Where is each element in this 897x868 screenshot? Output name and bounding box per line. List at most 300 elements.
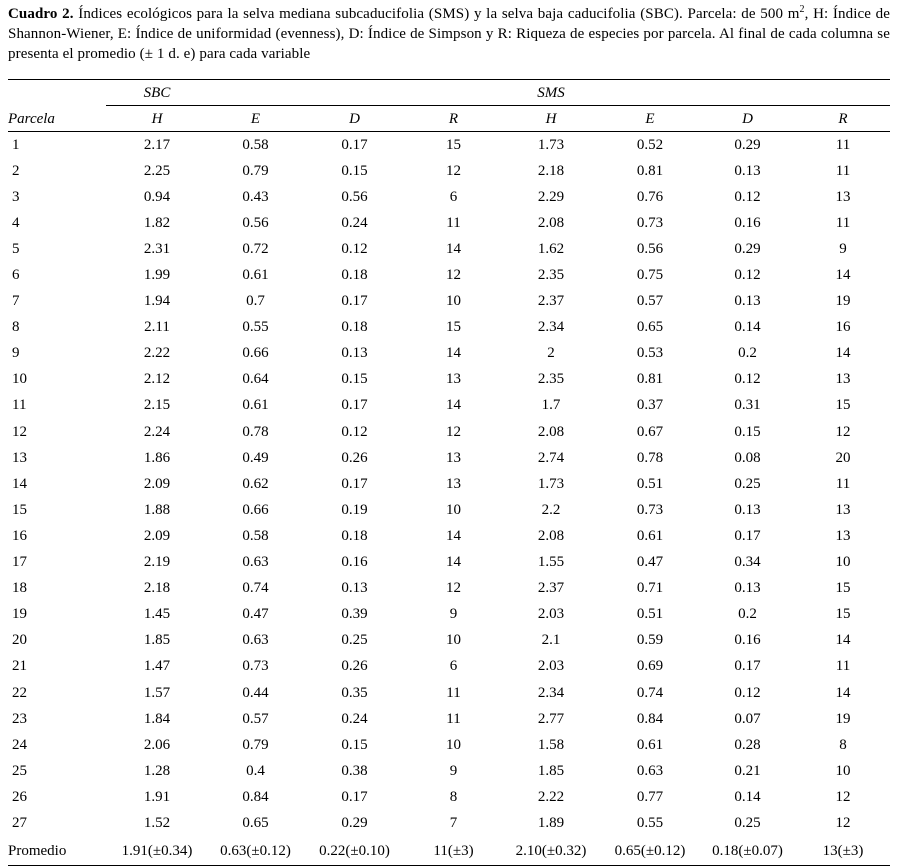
table-row [8, 497, 890, 523]
value-cell: 0.12 [734, 267, 761, 284]
value-cell: 0.19 [341, 501, 368, 518]
value-cell: 0.73 [636, 214, 664, 231]
group-header-row [8, 80, 890, 106]
value-cell: 2.37 [537, 293, 565, 310]
value-cell: 11 [446, 710, 461, 727]
value-cell: 2.17 [143, 136, 171, 153]
value-cell: 0.16 [734, 214, 761, 231]
average-cell: 0.63(±0.12) [220, 843, 291, 860]
table-row [8, 341, 890, 367]
value-cell: 0.53 [636, 345, 664, 362]
value-cell: 2.11 [144, 319, 170, 336]
value-cell: 2.35 [537, 371, 565, 388]
value-cell: 14 [446, 345, 461, 362]
column-header: D [349, 110, 360, 127]
value-cell: 0.76 [636, 188, 664, 205]
value-cell: 0.18 [341, 267, 368, 284]
table-row [8, 784, 890, 810]
value-cell: 0.14 [734, 788, 761, 805]
value-cell: 0.78 [636, 449, 664, 466]
value-cell: 0.44 [242, 684, 269, 701]
value-cell: 12 [446, 580, 461, 597]
value-cell: 12 [446, 162, 461, 179]
value-cell: 0.17 [341, 475, 368, 492]
value-cell: 0.65 [636, 319, 664, 336]
value-cell: 0.75 [636, 267, 664, 284]
value-cell: 1.73 [537, 475, 565, 492]
value-cell: 0.47 [636, 554, 664, 571]
value-cell: 0.81 [636, 371, 664, 388]
column-header: R [448, 110, 459, 127]
value-cell: 16 [835, 319, 851, 336]
value-cell: 2.15 [143, 397, 171, 414]
parcela-cell: 2 [12, 162, 20, 179]
table-row [8, 680, 890, 706]
parcela-cell: 15 [12, 501, 27, 518]
caption-text-continued: , H: Índice de Shannon-Wiener, E: Índice de uniformidad (evenness), D: Índice de Simpson y R: Riqueza de especies por parcela. Al final de cada columna se presenta el promedio (± 1 d. e) para cada variable [8, 6, 890, 62]
value-cell: 0.08 [734, 449, 761, 466]
value-cell: 9 [449, 606, 458, 623]
parcela-cell: 7 [12, 293, 20, 310]
value-cell: 0.57 [242, 710, 269, 727]
column-header: R [838, 110, 848, 127]
value-cell: 2.31 [143, 240, 171, 257]
average-cell: 2.10(±0.32) [515, 843, 587, 860]
value-cell: 1.62 [537, 240, 565, 257]
table-row [8, 262, 890, 288]
value-cell: 13 [835, 188, 851, 205]
parcela-cell: 23 [12, 710, 27, 727]
value-cell: 1.28 [143, 762, 171, 779]
value-cell: 0.81 [636, 162, 664, 179]
value-cell: 0.64 [242, 371, 269, 388]
table-caption [8, 4, 890, 64]
table-row [8, 523, 890, 549]
value-cell: 0.07 [734, 710, 761, 727]
value-cell: 0.34 [734, 554, 761, 571]
table-row [8, 732, 890, 758]
value-cell: 0.51 [636, 606, 664, 623]
value-cell: 1.7 [541, 397, 561, 414]
value-cell: 2.1 [541, 632, 561, 649]
value-cell: 10 [446, 501, 461, 518]
value-cell: 0.15 [341, 736, 368, 753]
value-cell: 1.82 [143, 214, 171, 231]
value-cell: 0.17 [341, 397, 368, 414]
average-cell: 1.91(±0.34) [121, 843, 193, 860]
value-cell: 0.12 [734, 188, 761, 205]
value-cell: 11 [835, 214, 851, 231]
value-cell: 0.13 [734, 501, 761, 518]
value-cell: 0.12 [734, 684, 761, 701]
value-cell: 1.85 [537, 762, 565, 779]
value-cell: 0.61 [636, 527, 664, 544]
parcela-cell: 8 [12, 319, 20, 336]
value-cell: 0.31 [734, 397, 761, 414]
value-cell: 0.61 [242, 397, 269, 414]
table-row [8, 393, 890, 419]
value-cell: 0.62 [242, 475, 269, 492]
value-cell: 10 [446, 293, 461, 310]
table-row [8, 602, 890, 628]
table-body [8, 132, 890, 837]
value-cell: 0.38 [341, 762, 368, 779]
value-cell: 0.12 [734, 371, 761, 388]
value-cell: 15 [835, 580, 851, 597]
value-cell: 0.52 [636, 136, 664, 153]
value-cell: 2.08 [537, 423, 565, 440]
parcela-cell: 10 [12, 371, 27, 388]
parcela-cell: 13 [12, 449, 27, 466]
value-cell: 20 [835, 449, 851, 466]
value-cell: 0.61 [636, 736, 664, 753]
value-cell: 0.18 [341, 319, 368, 336]
parcela-cell: 18 [12, 580, 27, 597]
value-cell: 0.37 [636, 397, 664, 414]
value-cell: 0.51 [636, 475, 664, 492]
parcela-cell: 25 [12, 762, 27, 779]
value-cell: 2.03 [537, 606, 565, 623]
value-cell: 14 [835, 267, 851, 284]
value-cell: 10 [835, 554, 851, 571]
value-cell: 8 [449, 788, 458, 805]
value-cell: 2.18 [143, 580, 171, 597]
value-cell: 0.39 [341, 606, 368, 623]
table-row [8, 236, 890, 262]
value-cell: 0.73 [636, 501, 664, 518]
value-cell: 0.13 [734, 293, 761, 310]
parcela-cell: 1 [12, 136, 20, 153]
table-row [8, 654, 890, 680]
value-cell: 13 [446, 449, 461, 466]
value-cell: 0.55 [636, 814, 664, 831]
value-cell: 14 [446, 240, 461, 257]
value-cell: 10 [446, 632, 461, 649]
value-cell: 0.16 [341, 554, 368, 571]
value-cell: 0.24 [341, 710, 368, 727]
value-cell: 0.25 [734, 814, 761, 831]
value-cell: 0.7 [246, 293, 265, 310]
average-cell: 0.22(±0.10) [319, 843, 390, 860]
column-header: E [645, 110, 655, 127]
value-cell: 0.15 [341, 371, 368, 388]
value-cell: 2.18 [537, 162, 565, 179]
value-cell: 0.67 [636, 423, 664, 440]
value-cell: 2 [547, 345, 555, 362]
value-cell: 0.15 [341, 162, 368, 179]
value-cell: 12 [835, 423, 851, 440]
value-cell: 0.13 [734, 580, 761, 597]
value-cell: 8 [839, 736, 847, 753]
value-cell: 0.79 [242, 736, 269, 753]
value-cell: 1.84 [143, 710, 171, 727]
table-row [8, 810, 890, 836]
value-cell: 0.13 [341, 580, 368, 597]
column-header: Parcela [8, 110, 55, 127]
value-cell: 12 [446, 267, 461, 284]
value-cell: 0.29 [734, 136, 761, 153]
value-cell: 0.69 [636, 658, 664, 675]
column-header-row [8, 106, 890, 132]
value-cell: 0.35 [341, 684, 368, 701]
parcela-cell: 21 [12, 658, 27, 675]
value-cell: 13 [446, 475, 461, 492]
table-row [8, 706, 890, 732]
value-cell: 14 [446, 554, 461, 571]
value-cell: 1.91 [143, 788, 171, 805]
table-row [8, 184, 890, 210]
value-cell: 10 [835, 762, 851, 779]
value-cell: 1.47 [143, 658, 171, 675]
value-cell: 2.08 [537, 527, 565, 544]
value-cell: 2.29 [537, 188, 565, 205]
parcela-cell: 3 [12, 188, 20, 205]
value-cell: 0.66 [242, 501, 269, 518]
table-row [8, 367, 890, 393]
value-cell: 9 [449, 762, 458, 779]
value-cell: 12 [835, 788, 851, 805]
value-cell: 6 [449, 658, 458, 675]
value-cell: 11 [835, 658, 851, 675]
average-cell: 11(±3) [433, 843, 474, 860]
value-cell: 0.17 [341, 136, 368, 153]
value-cell: 0.73 [242, 658, 269, 675]
parcela-cell: 20 [12, 632, 27, 649]
value-cell: 2.09 [143, 475, 171, 492]
value-cell: 1.85 [143, 632, 171, 649]
value-cell: 1.88 [143, 501, 171, 518]
value-cell: 0.71 [636, 580, 664, 597]
value-cell: 19 [835, 710, 851, 727]
value-cell: 2.24 [143, 423, 171, 440]
value-cell: 0.56 [242, 214, 269, 231]
value-cell: 0.66 [242, 345, 269, 362]
value-cell: 14 [835, 345, 851, 362]
parcela-cell: 9 [12, 345, 20, 362]
value-cell: 0.21 [734, 762, 761, 779]
value-cell: 2.74 [537, 449, 565, 466]
value-cell: 2.06 [143, 736, 171, 753]
value-cell: 6 [449, 188, 458, 205]
value-cell: 0.15 [734, 423, 761, 440]
table-row [8, 471, 890, 497]
value-cell: 0.84 [636, 710, 664, 727]
table-row [8, 210, 890, 236]
value-cell: 0.57 [636, 293, 664, 310]
value-cell: 0.79 [242, 162, 269, 179]
value-cell: 0.29 [341, 814, 368, 831]
value-cell: 2.03 [537, 658, 565, 675]
value-cell: 2.34 [537, 684, 565, 701]
parcela-cell: 24 [12, 736, 27, 753]
caption-label: Cuadro 2. [8, 6, 74, 22]
table-row [8, 315, 890, 341]
value-cell: 0.63 [636, 762, 664, 779]
value-cell: 12 [446, 423, 461, 440]
value-cell: 0.56 [636, 240, 664, 257]
value-cell: 0.74 [636, 684, 664, 701]
table-row [8, 576, 890, 602]
value-cell: 0.59 [636, 632, 664, 649]
value-cell: 1.55 [537, 554, 565, 571]
value-cell: 0.47 [242, 606, 269, 623]
value-cell: 1.57 [143, 684, 171, 701]
value-cell: 19 [835, 293, 851, 310]
parcela-cell: 19 [12, 606, 27, 623]
value-cell: 0.13 [341, 345, 368, 362]
value-cell: 0.25 [734, 475, 761, 492]
value-cell: 0.26 [341, 449, 368, 466]
value-cell: 2.2 [541, 501, 561, 518]
parcela-cell: 12 [12, 423, 27, 440]
value-cell: 0.14 [734, 319, 761, 336]
value-cell: 15 [835, 606, 851, 623]
value-cell: 0.94 [143, 188, 171, 205]
value-cell: 13 [446, 371, 461, 388]
caption-text: Índices ecológicos para la selva mediana subcaducifolia (SMS) y la selva baja caducifolia (SBC). Parcela: de 500 m [73, 6, 800, 22]
value-cell: 11 [835, 475, 851, 492]
group-label-sbc: SBC [143, 84, 171, 101]
value-cell: 0.18 [341, 527, 368, 544]
value-cell: 2.22 [537, 788, 565, 805]
value-cell: 0.17 [734, 527, 761, 544]
value-cell: 0.28 [734, 736, 761, 753]
parcela-cell: 16 [12, 527, 27, 544]
value-cell: 0.4 [246, 762, 265, 779]
caption-superscript: 2 [799, 4, 805, 15]
value-cell: 11 [835, 162, 851, 179]
average-row [8, 837, 890, 867]
parcela-cell: 22 [12, 684, 27, 701]
value-cell: 0.13 [734, 162, 761, 179]
value-cell: 0.74 [242, 580, 269, 597]
value-cell: 1.45 [143, 606, 171, 623]
value-cell: 0.12 [341, 423, 368, 440]
value-cell: 2.77 [537, 710, 565, 727]
value-cell: 0.72 [242, 240, 269, 257]
value-cell: 2.12 [143, 371, 171, 388]
table-row [8, 289, 890, 315]
value-cell: 0.55 [242, 319, 269, 336]
value-cell: 0.84 [242, 788, 269, 805]
value-cell: 0.58 [242, 136, 269, 153]
value-cell: 1.94 [143, 293, 171, 310]
indices-table [8, 80, 890, 867]
value-cell: 0.56 [341, 188, 368, 205]
value-cell: 11 [446, 214, 461, 231]
value-cell: 9 [839, 240, 847, 257]
table-row [8, 628, 890, 654]
value-cell: 0.17 [341, 293, 368, 310]
column-header: E [250, 110, 261, 127]
value-cell: 11 [835, 136, 851, 153]
average-cell: 0.65(±0.12) [614, 843, 686, 860]
parcela-cell: 4 [12, 214, 20, 231]
average-label: Promedio [8, 843, 67, 860]
table-row [8, 132, 890, 158]
table-row [8, 758, 890, 784]
value-cell: 14 [835, 632, 851, 649]
parcela-cell: 11 [12, 397, 27, 414]
table-row [8, 445, 890, 471]
value-cell: 1.58 [537, 736, 565, 753]
value-cell: 2.37 [537, 580, 565, 597]
value-cell: 0.78 [242, 423, 269, 440]
value-cell: 13 [835, 501, 851, 518]
value-cell: 0.43 [242, 188, 269, 205]
value-cell: 0.58 [242, 527, 269, 544]
value-cell: 7 [449, 814, 458, 831]
value-cell: 1.89 [537, 814, 565, 831]
table-row [8, 550, 890, 576]
group-label-sms: SMS [537, 84, 565, 101]
value-cell: 2.22 [143, 345, 171, 362]
value-cell: 2.19 [143, 554, 171, 571]
parcela-cell: 6 [12, 267, 20, 284]
table-row [8, 419, 890, 445]
value-cell: 1.86 [143, 449, 171, 466]
value-cell: 14 [446, 397, 461, 414]
value-cell: 14 [446, 527, 461, 544]
value-cell: 1.73 [537, 136, 565, 153]
parcela-cell: 14 [12, 475, 27, 492]
value-cell: 1.52 [143, 814, 171, 831]
value-cell: 0.24 [341, 214, 368, 231]
value-cell: 0.17 [734, 658, 761, 675]
value-cell: 10 [446, 736, 461, 753]
average-cell: 0.18(±0.07) [712, 843, 783, 860]
value-cell: 13 [835, 527, 851, 544]
value-cell: 15 [446, 136, 461, 153]
value-cell: 2.34 [537, 319, 565, 336]
value-cell: 15 [446, 319, 461, 336]
column-header: H [151, 110, 163, 127]
column-header: D [742, 110, 753, 127]
parcela-cell: 26 [12, 788, 27, 805]
value-cell: 0.61 [242, 267, 269, 284]
value-cell: 14 [835, 684, 851, 701]
value-cell: 0.77 [636, 788, 664, 805]
average-cell: 13(±3) [822, 843, 864, 860]
parcela-cell: 5 [12, 240, 20, 257]
value-cell: 1.99 [143, 267, 171, 284]
value-cell: 0.17 [341, 788, 368, 805]
value-cell: 13 [835, 371, 851, 388]
value-cell: 15 [835, 397, 851, 414]
value-cell: 2.25 [143, 162, 171, 179]
value-cell: 0.63 [242, 632, 269, 649]
value-cell: 0.63 [242, 554, 269, 571]
parcela-cell: 17 [12, 554, 27, 571]
value-cell: 0.16 [734, 632, 761, 649]
value-cell: 0.26 [341, 658, 368, 675]
value-cell: 2.08 [537, 214, 565, 231]
value-cell: 0.25 [341, 632, 368, 649]
table-row [8, 158, 890, 184]
parcela-cell: 27 [12, 814, 27, 831]
column-header: H [545, 110, 557, 127]
value-cell: 0.65 [242, 814, 269, 831]
value-cell: 0.12 [341, 240, 368, 257]
value-cell: 0.2 [738, 606, 757, 623]
value-cell: 12 [835, 814, 851, 831]
value-cell: 2.35 [537, 267, 565, 284]
value-cell: 2.09 [143, 527, 171, 544]
value-cell: 11 [446, 684, 461, 701]
value-cell: 0.49 [242, 449, 269, 466]
value-cell: 0.29 [734, 240, 761, 257]
value-cell: 0.2 [738, 345, 757, 362]
